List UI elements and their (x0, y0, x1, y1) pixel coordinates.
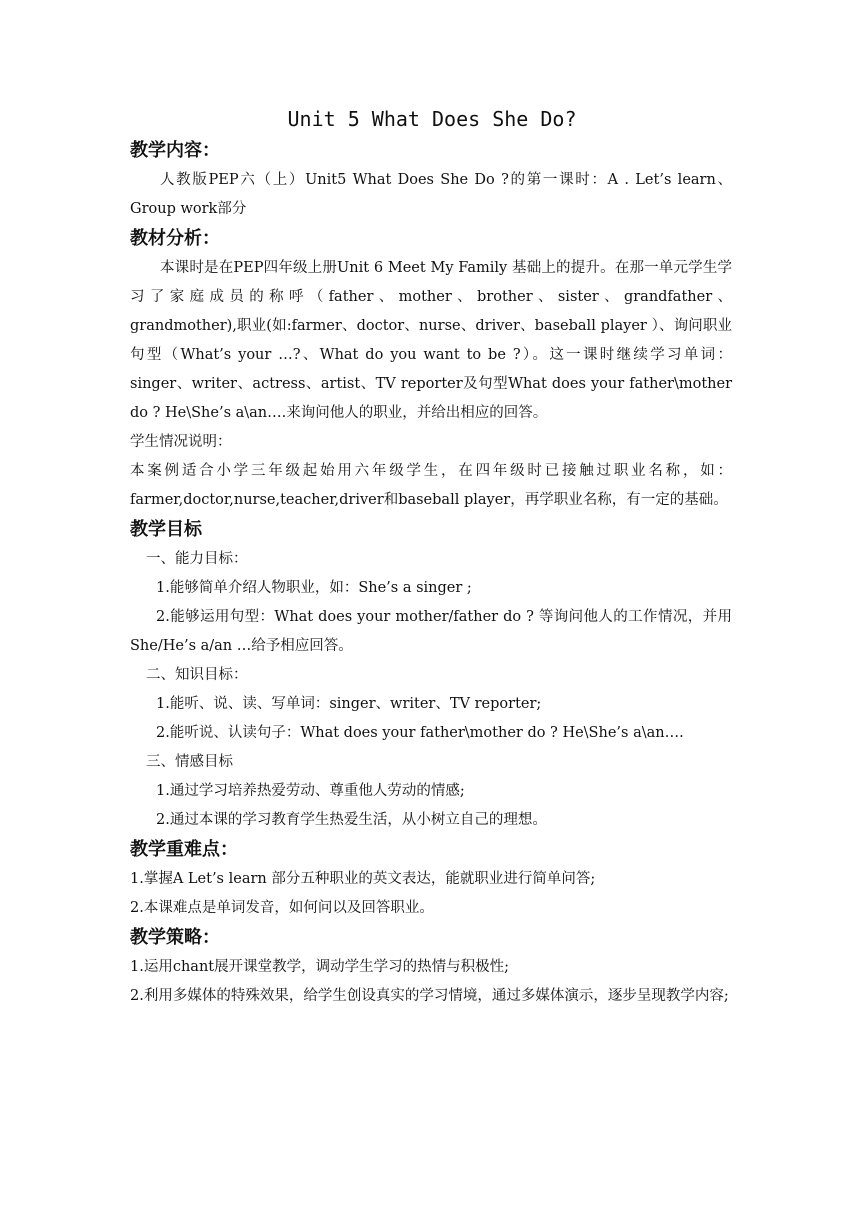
goal3-label: 三、情感目标 (146, 754, 233, 770)
student-label: 学生情况说明： (130, 434, 232, 450)
goal2-item1: 1.能听、说、读、写单词：singer、writer、TV reporter; (156, 696, 542, 712)
key-points-heading: 教学重难点： (130, 839, 238, 860)
analysis-text: 本课时是在PEP四年级上册Unit 6 Meet My Family 基础上的提升。在那一单元学生学习了家庭成员的称呼（father、mother、brother、sister、grandfather、grandmother),职业(如:farmer、doctor、nurse、driver、baseball player ）、询问职业句型（What’s your …?、What do you want to be ?）。这一课时继续学习单词：singer、writer、actress、artist、TV reporter及句型What does your father\mother do ? He\She’s a\an….来询问他人的职业，并给出相应的回答。 (130, 260, 732, 421)
document-title: Unit 5 What Does She Do? (287, 107, 577, 131)
goal2-label: 二、知识目标： (146, 667, 248, 683)
goals-heading: 教学目标 (130, 519, 202, 540)
key-point-1: 1.掌握A Let’s learn 部分五种职业的英文表达，能就职业进行简单问答; (130, 871, 596, 887)
goal3-item2: 2.通过本课的学习教育学生热爱生活，从小树立自己的理想。 (156, 812, 547, 828)
key-point-2: 2.本课难点是单词发音，如何问以及回答职业。 (130, 900, 434, 916)
content-heading: 教学内容： (130, 140, 220, 161)
goal1-item1: 1.能够简单介绍人物职业，如：She’s a singer ; (156, 580, 472, 596)
goal2-item2: 2.能听说、认读句子：What does your father\mother do ? He\She’s a\an…. (156, 725, 684, 741)
strategy-heading: 教学策略： (130, 927, 220, 948)
goal3-item1: 1.通过学习培养热爱劳动、尊重他人劳动的情感; (156, 783, 465, 799)
goal1-item2: 2.能够运用句型：What does your mother/father do ? 等询问他人的工作情况，并用She/He’s a/an …给予相应回答。 (130, 609, 732, 654)
strategy-item-2: 2.利用多媒体的特殊效果，给学生创设真实的学习情境，通过多媒体演示，逐步呈现教学内容; (130, 988, 729, 1004)
goal1-label: 一、能力目标： (146, 551, 248, 567)
student-text: 本案例适合小学三年级起始用六年级学生，在四年级时已接触过职业名称，如：farmer,doctor,nurse,teacher,driver和baseball player，再学职业名称，有一定的基础。 (130, 463, 732, 508)
content-text: 人教版PEP六（上）Unit5 What Does She Do ?的第一课时：A . Let’s learn、Group work部分 (130, 172, 732, 217)
analysis-heading: 教材分析： (130, 228, 220, 249)
strategy-item-1: 1.运用chant展开课堂教学，调动学生学习的热情与积极性; (130, 959, 509, 975)
